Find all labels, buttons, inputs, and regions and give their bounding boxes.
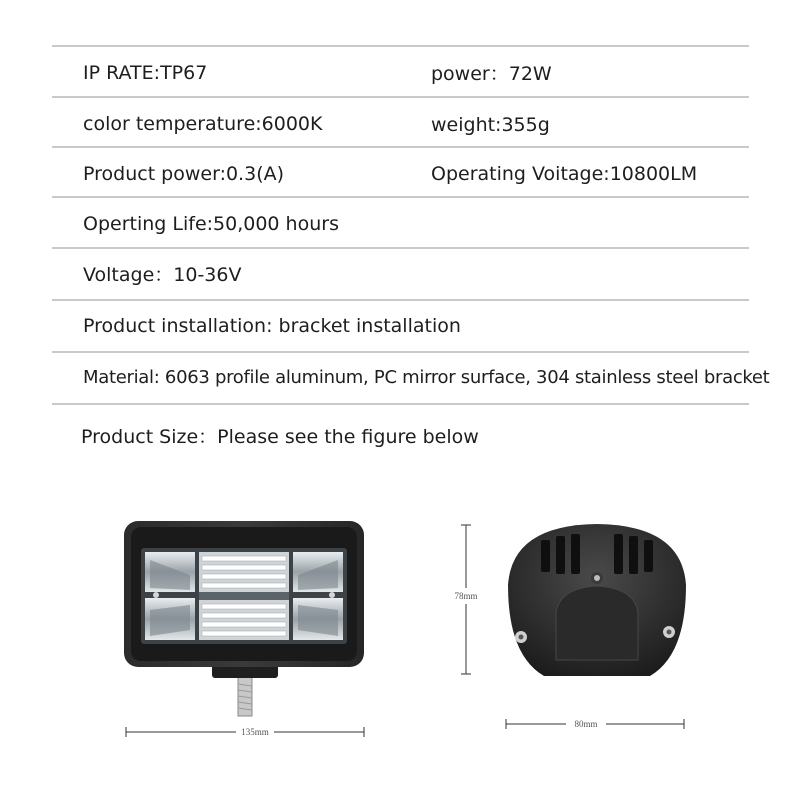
reflector-left-bottom <box>145 598 195 640</box>
mounting-bolt <box>238 676 252 716</box>
spec-material: Material: 6063 profile aluminum, PC mirror surface, 304 stainless steel bracket <box>83 367 770 388</box>
mounting-bracket <box>212 654 278 678</box>
spec-ip-rate: IP RATE:TP67 <box>83 62 208 84</box>
dimension-lines <box>126 525 684 737</box>
right-screw <box>663 626 675 638</box>
spec-product-power: Product power:0.3(A) <box>83 163 285 185</box>
side-housing <box>508 524 686 676</box>
side-height-label: 78mm <box>454 591 478 601</box>
spec-voltage: Voltage：10-36V <box>83 264 242 286</box>
row-divider <box>52 247 749 249</box>
reflector-right-top <box>293 552 343 592</box>
front-view-light <box>124 521 364 716</box>
reflector-right-bottom <box>293 598 343 640</box>
spec-weight: weight:355g <box>431 114 550 136</box>
lens <box>141 548 347 644</box>
left-screw <box>515 631 527 643</box>
reflector-left-top <box>145 552 195 592</box>
front-width-label: 135mm <box>241 727 269 737</box>
spec-operating-life: Operting Life:50,000 hours <box>83 213 339 235</box>
spec-power: power：72W <box>431 63 552 85</box>
product-size-label: Product Size：Please see the figure below <box>81 426 479 448</box>
row-divider <box>52 96 749 98</box>
row-divider <box>52 196 749 198</box>
top-screw <box>591 572 603 584</box>
table-top-rule <box>52 45 749 47</box>
spec-installation: Product installation: bracket installation <box>83 315 461 337</box>
row-divider <box>52 351 749 353</box>
spec-operating-voltage: Operating Voitage:10800LM <box>431 163 698 185</box>
table-bottom-rule <box>52 403 749 405</box>
side-width-label: 80mm <box>574 719 598 729</box>
spec-color-temperature: color temperature:6000K <box>83 113 323 135</box>
light-housing <box>124 521 364 667</box>
row-divider <box>52 146 749 148</box>
side-view-light <box>508 524 686 676</box>
led-array <box>199 552 289 640</box>
row-divider <box>52 299 749 301</box>
